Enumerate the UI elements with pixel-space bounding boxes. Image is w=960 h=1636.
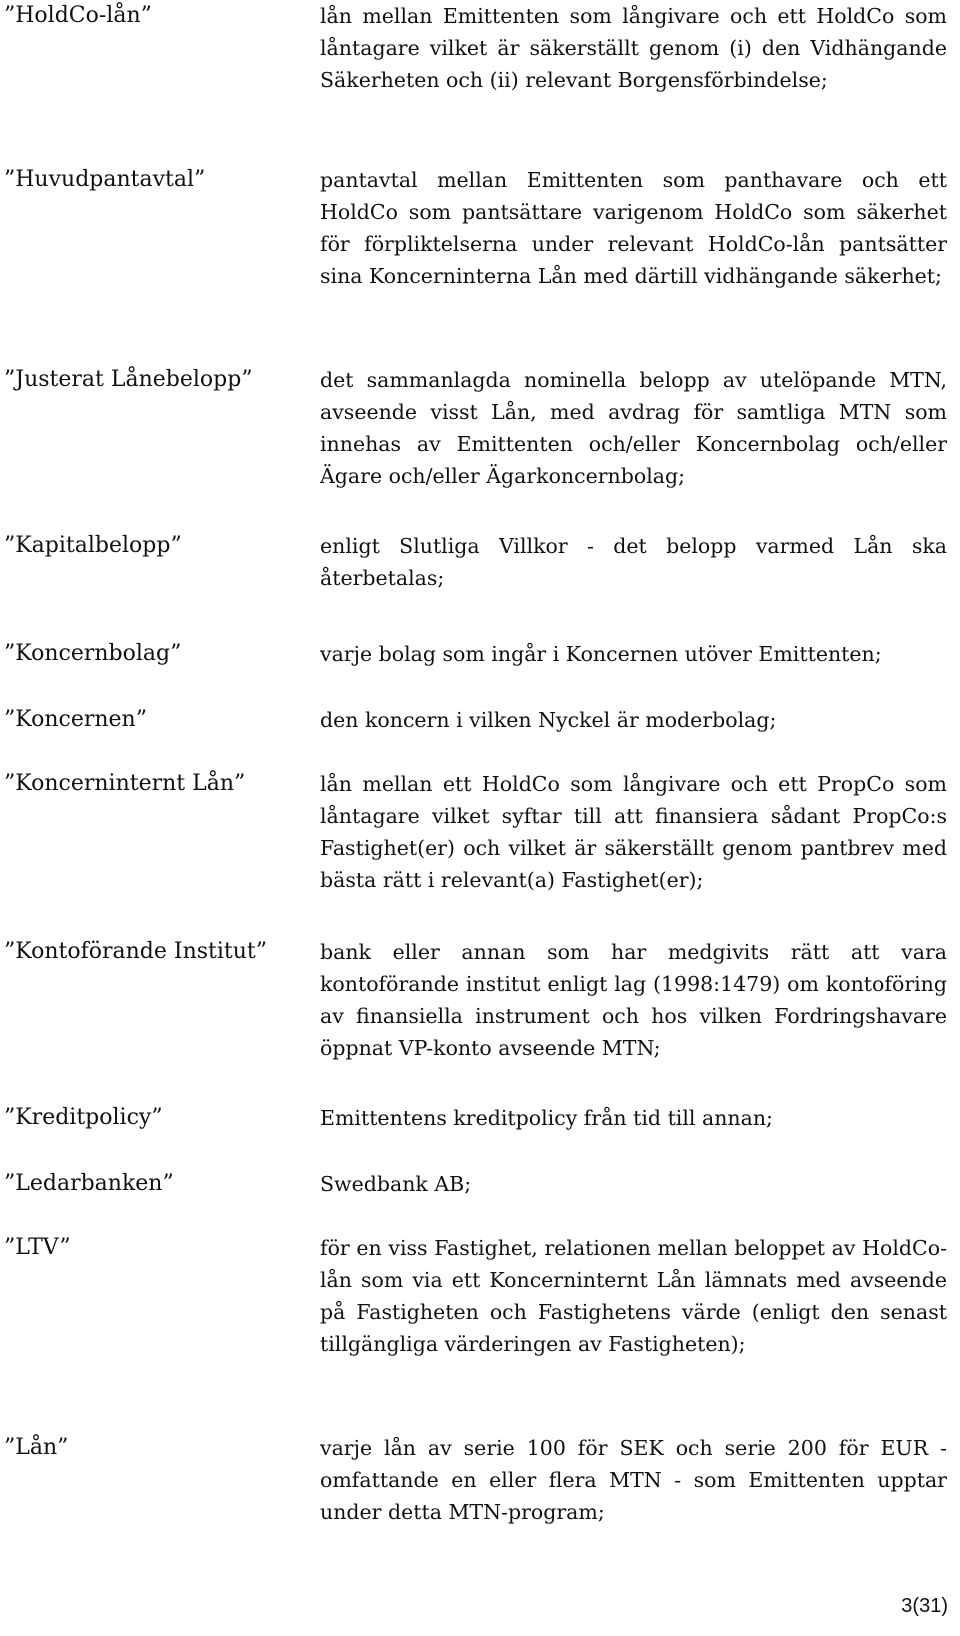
definition-text: bank eller annan som har medgivits rätt att vara kontoförande institut enligt lag (1998:1479) om kontoföring av finansiella instrument och hos vilken Fordringshavare öppnat VP-konto avseende MTN; — [320, 940, 947, 1060]
definition-text: varje bolag som ingår i Koncernen utöver Emittenten; — [320, 642, 882, 666]
term-label: ”Koncernen” — [4, 707, 147, 732]
term-label: ”Ledarbanken” — [4, 1171, 174, 1196]
term-label: ”Kontoförande Institut” — [4, 939, 268, 964]
definition-text: Swedbank AB; — [320, 1172, 472, 1196]
term-label: ”Koncernbolag” — [4, 641, 182, 666]
definition-text: lån mellan ett HoldCo som långivare och ett PropCo som låntagare vilket syftar till att finansiera sådant PropCo:s Fastighet(er) och vilket är säkerställt genom pantbrev med bästa rätt i relevant(a) Fastighet(er); — [320, 772, 947, 892]
definition-text: Emittentens kreditpolicy från tid till annan; — [320, 1106, 773, 1130]
definition-text: varje lån av serie 100 för SEK och serie 200 för EUR - omfattande en eller flera MTN - som Emittenten upptar under detta MTN-program; — [320, 1436, 947, 1524]
page-number: 3(31) — [901, 1595, 948, 1617]
definition-text: lån mellan Emittenten som långivare och ett HoldCo som låntagare vilket är säkerställt genom (i) den Vidhängande Säkerheten och (ii) relevant Borgensförbindelse; — [320, 4, 947, 92]
term-label: ”Huvudpantavtal” — [4, 167, 206, 192]
definition-text: enligt Slutliga Villkor - det belopp varmed Lån ska återbetalas; — [320, 534, 947, 590]
definition-text: det sammanlagda nominella belopp av utelöpande MTN, avseende visst Lån, med avdrag för samtliga MTN som innehas av Emittenten och/eller Koncernbolag och/eller Ägare och/eller Ägarkoncernbolag; — [320, 368, 947, 488]
term-label: ”LTV” — [4, 1235, 71, 1260]
term-label: ”Kapitalbelopp” — [4, 533, 182, 558]
definition-text: pantavtal mellan Emittenten som panthavare och ett HoldCo som pantsättare varigenom HoldCo som säkerhet för förpliktelserna under relevant HoldCo-lån pantsätter sina Koncerninterna Lån med därtill vidhängande säkerhet; — [320, 168, 947, 288]
term-label: ”Kreditpolicy” — [4, 1105, 163, 1130]
definition-text: den koncern i vilken Nyckel är moderbolag; — [320, 708, 777, 732]
term-label: ”HoldCo-lån” — [4, 3, 152, 28]
definition-text: för en viss Fastighet, relationen mellan beloppet av HoldCo-lån som via ett Koncerninternt Lån lämnats med avseende på Fastigheten och Fastighetens värde (enligt den senast tillgängliga värderingen av Fastigheten); — [320, 1236, 947, 1356]
term-label: ”Lån” — [4, 1435, 69, 1460]
term-label: ”Koncerninternt Lån” — [4, 771, 246, 796]
term-label: ”Justerat Lånebelopp” — [4, 367, 253, 392]
